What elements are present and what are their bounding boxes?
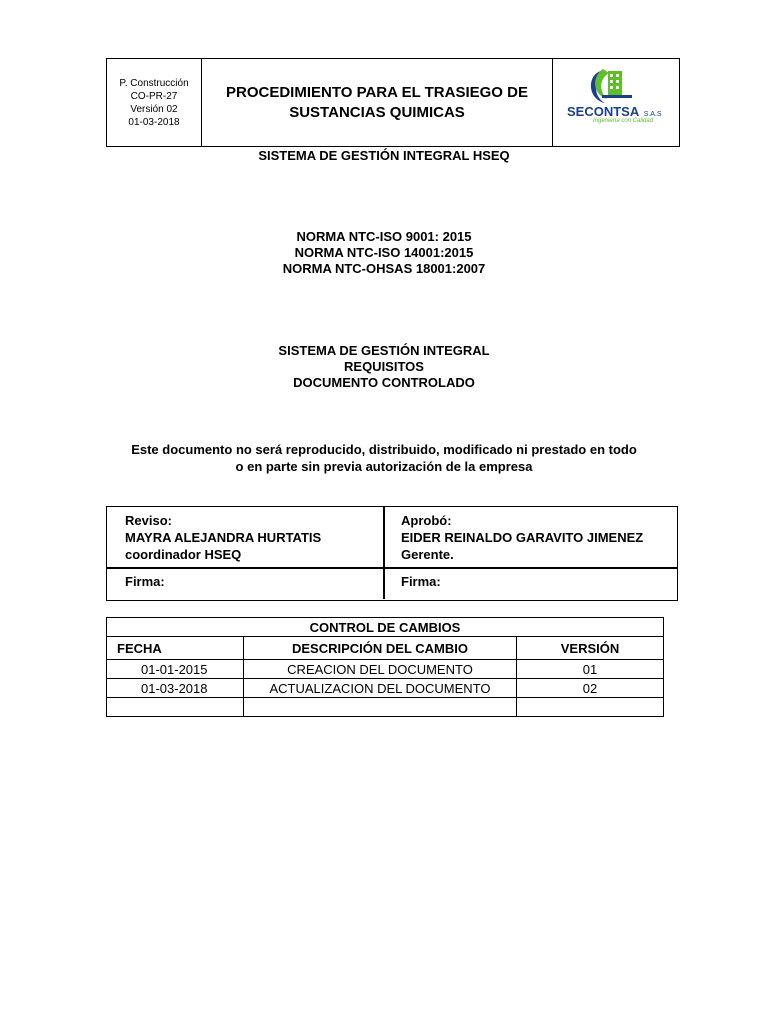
- reviewer-role: coordinador HSEQ: [125, 547, 242, 562]
- meta-code: CO-PR-27: [130, 90, 178, 102]
- meta-date: 01-03-2018: [128, 116, 180, 128]
- approver-cell: [383, 512, 677, 563]
- row-version: 02: [517, 679, 664, 698]
- row-date: 01-03-2018: [107, 679, 244, 698]
- reviewer-label: Reviso:: [125, 513, 172, 528]
- reviewer-cell: [107, 512, 383, 563]
- meta-version: Versión 02: [130, 103, 178, 115]
- table-row: [107, 698, 664, 717]
- approver-role: Gerente.: [401, 547, 454, 562]
- row-date: 01-01-2015: [107, 660, 244, 679]
- norm-iso-14001: NORMA NTC-ISO 14001:2015: [294, 245, 474, 260]
- system-block: [0, 343, 768, 391]
- header-fecha: FECHA: [107, 637, 244, 660]
- approver-name: EIDER REINALDO GARAVITO JIMENEZ: [401, 530, 644, 545]
- approver-label: Aprobó:: [401, 513, 452, 528]
- system-line-3: DOCUMENTO CONTROLADO: [293, 375, 475, 390]
- approver-signature-label: Firma:: [401, 574, 441, 589]
- row-description: [244, 698, 517, 717]
- signature-table: [106, 506, 678, 601]
- system-line-2: REQUISITOS: [344, 359, 424, 374]
- norm-ohsas-18001: NORMA NTC-OHSAS 18001:2007: [282, 261, 486, 276]
- reviewer-name: MAYRA ALEJANDRA HURTATIS: [125, 530, 322, 545]
- document-title: [202, 59, 553, 146]
- norms-block: [0, 229, 768, 277]
- document-meta: [107, 59, 202, 146]
- title-line-2: SUSTANCIAS QUIMICAS: [289, 103, 465, 121]
- changes-header-row: [107, 637, 664, 660]
- logo-brand: SECONTSA: [567, 104, 640, 119]
- row-description: CREACION DEL DOCUMENTO: [244, 660, 517, 679]
- changes-table: [106, 617, 664, 717]
- system-line-1: SISTEMA DE GESTIÓN INTEGRAL: [278, 343, 490, 358]
- document-header: [106, 58, 680, 147]
- table-row: [107, 679, 664, 698]
- changes-title-row: [107, 618, 664, 637]
- system-title: SISTEMA DE GESTIÓN INTEGRAL HSEQ: [258, 148, 510, 163]
- changes-title: CONTROL DE CAMBIOS: [107, 618, 664, 637]
- row-description: ACTUALIZACION DEL DOCUMENTO: [244, 679, 517, 698]
- meta-area: P. Construcción: [119, 77, 189, 89]
- notice-line-2: o en parte sin previa autorización de la empresa: [235, 459, 533, 474]
- company-logo: [553, 59, 679, 146]
- row-version: 01: [517, 660, 664, 679]
- header-descripcion: DESCRIPCIÓN DEL CAMBIO: [244, 637, 517, 660]
- notice-line-1: Este documento no será reproducido, distribuido, modificado ni prestado en todo: [131, 442, 637, 457]
- reviewer-signature-label: Firma:: [125, 574, 165, 589]
- logo-suffix: S.A.S: [643, 111, 662, 118]
- logo-tagline: Ingeniería con Calidad: [593, 118, 654, 124]
- table-row: [107, 660, 664, 679]
- row-date: [107, 698, 244, 717]
- signature-divider-horizontal: [107, 567, 677, 569]
- title-line-1: PROCEDIMIENTO PARA EL TRASIEGO DE: [226, 83, 528, 101]
- row-version: [517, 698, 664, 717]
- norm-iso-9001: NORMA NTC-ISO 9001: 2015: [296, 229, 472, 244]
- header-version: VERSIÓN: [517, 637, 664, 660]
- reproduction-notice: [0, 441, 768, 475]
